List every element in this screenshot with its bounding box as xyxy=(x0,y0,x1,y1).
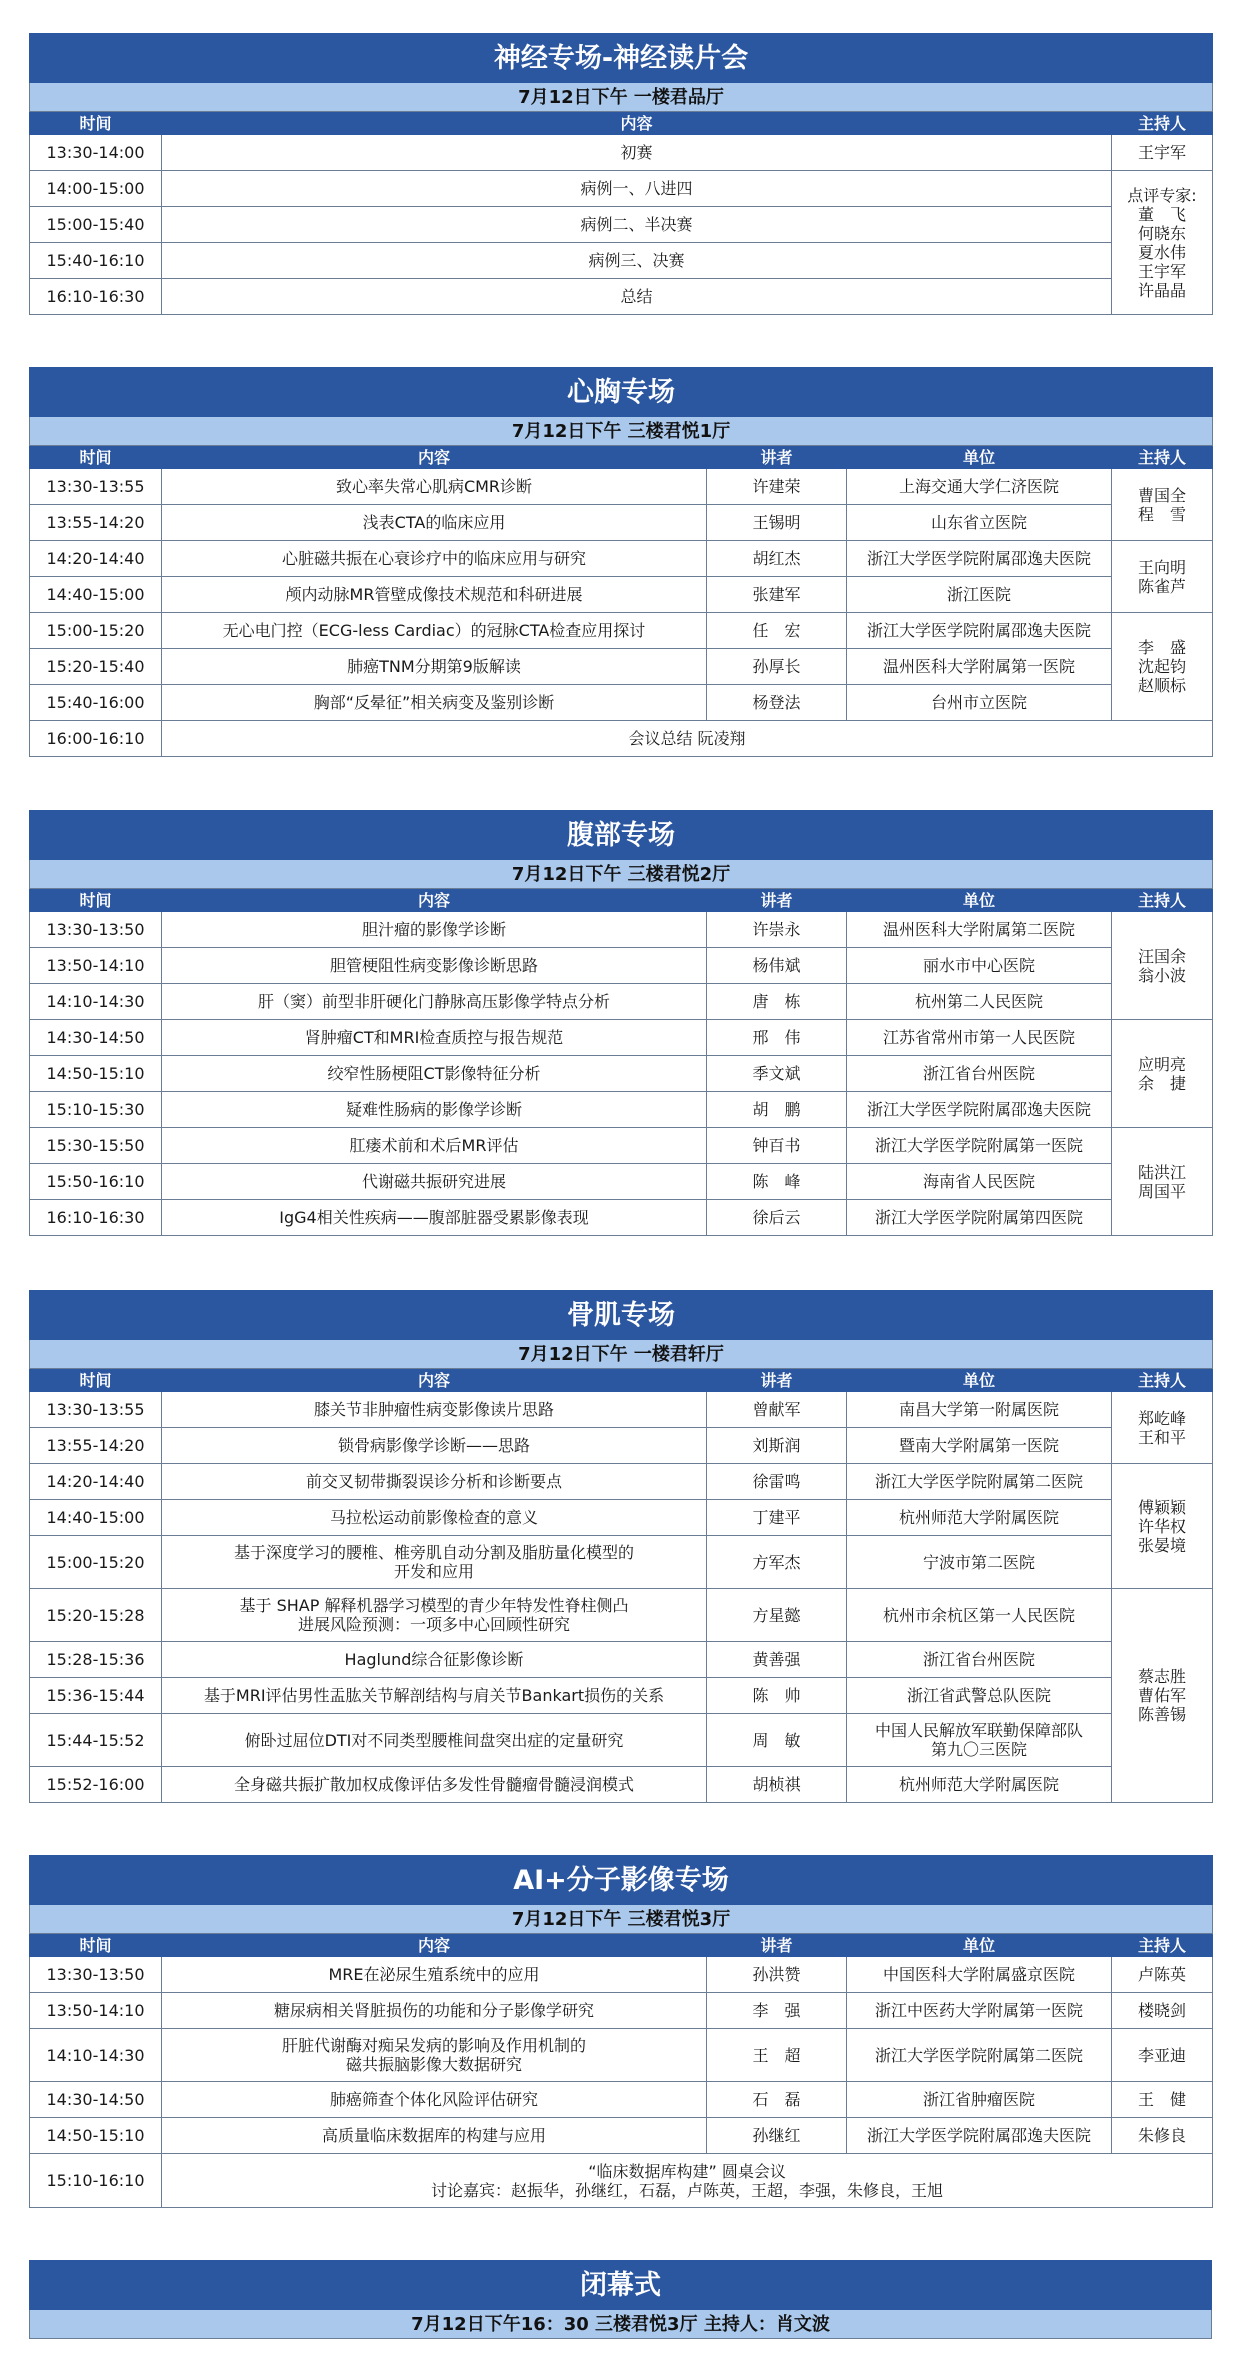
section-subtitle: 7月12日下午 三楼君悦2厅 xyxy=(30,860,1213,889)
content-cell: 肺癌TNM分期第9版解读 xyxy=(162,649,707,685)
unit-cell: 南昌大学第一附属医院 xyxy=(847,1392,1112,1428)
speaker-cell: 孙厚长 xyxy=(707,649,847,685)
content-cell: 疑难性肠病的影像学诊断 xyxy=(162,1092,707,1128)
time-cell: 13:55-14:20 xyxy=(30,1428,162,1464)
content-cell: 基于深度学习的腰椎、椎旁肌自动分割及脂肪量化模型的 开发和应用 xyxy=(162,1536,707,1589)
time-cell: 15:52-16:00 xyxy=(30,1767,162,1803)
host-cell: 应明亮 余 捷 xyxy=(1112,1020,1213,1128)
col-time: 时间 xyxy=(30,446,162,469)
unit-cell: 浙江大学医学院附属邵逸夫医院 xyxy=(847,1092,1112,1128)
speaker-cell: 石 磊 xyxy=(707,2082,847,2118)
section-title: AI+分子影像专场 xyxy=(30,1856,1213,1905)
table-row xyxy=(30,2082,1213,2118)
unit-cell: 浙江大学医学院附属第二医院 xyxy=(847,1464,1112,1500)
col-speaker: 讲者 xyxy=(707,1934,847,1957)
speaker-cell: 胡红杰 xyxy=(707,541,847,577)
time-cell: 15:00-15:20 xyxy=(30,1536,162,1589)
content-cell: 肝脏代谢酶对痴呆发病的影响及作用机制的 磁共振脑影像大数据研究 xyxy=(162,2029,707,2082)
content-cell: 肛瘘术前和术后MR评估 xyxy=(162,1128,707,1164)
time-cell: 14:30-14:50 xyxy=(30,2082,162,2118)
time-cell: 16:10-16:30 xyxy=(30,279,162,315)
col-speaker: 讲者 xyxy=(707,1369,847,1392)
host-cell: 蔡志胜 曹佑军 陈善锡 xyxy=(1112,1589,1213,1803)
unit-cell: 中国人民解放军联勤保障部队 第九〇三医院 xyxy=(847,1714,1112,1767)
content-cell: 高质量临床数据库的构建与应用 xyxy=(162,2118,707,2154)
speaker-cell: 许建荣 xyxy=(707,469,847,505)
unit-cell: 浙江省武警总队医院 xyxy=(847,1678,1112,1714)
table-row xyxy=(30,1536,1213,1589)
table-row xyxy=(30,135,1213,171)
speaker-cell: 孙洪赞 xyxy=(707,1957,847,1993)
time-cell: 15:20-15:28 xyxy=(30,1589,162,1642)
table-row xyxy=(30,207,1213,243)
col-content: 内容 xyxy=(162,446,707,469)
table-row xyxy=(30,1128,1213,1164)
table-row xyxy=(30,1993,1213,2029)
unit-cell: 浙江大学医学院附属邵逸夫医院 xyxy=(847,541,1112,577)
content-cell: 肝（窦）前型非肝硬化门静脉高压影像学特点分析 xyxy=(162,984,707,1020)
time-cell: 15:40-16:00 xyxy=(30,685,162,721)
content-cell: 病例三、决赛 xyxy=(162,243,1112,279)
col-speaker: 讲者 xyxy=(707,446,847,469)
content-cell: 无心电门控（ECG-less Cardiac）的冠脉CTA检查应用探讨 xyxy=(162,613,707,649)
speaker-cell: 黄善强 xyxy=(707,1642,847,1678)
time-cell: 15:28-15:36 xyxy=(30,1642,162,1678)
table-row xyxy=(30,1464,1213,1500)
col-content: 内容 xyxy=(162,889,707,912)
content-cell: 胸部“反晕征”相关病变及鉴别诊断 xyxy=(162,685,707,721)
roundtable-guests: 讨论嘉宾：赵振华，孙继红，石磊，卢陈英，王超，李强，朱修良，王旭 xyxy=(431,2180,944,2200)
section-title: 闭幕式 xyxy=(30,2261,1212,2310)
section-neuro xyxy=(29,33,1212,315)
speaker-cell: 许崇永 xyxy=(707,912,847,948)
speaker-cell: 胡 鹏 xyxy=(707,1092,847,1128)
host-cell: 傅颖颖 许华权 张晏境 xyxy=(1112,1464,1213,1589)
col-host: 主持人 xyxy=(1112,446,1213,469)
col-time: 时间 xyxy=(30,889,162,912)
unit-cell: 浙江大学医学院附属第四医院 xyxy=(847,1200,1112,1236)
col-host: 主持人 xyxy=(1112,1934,1213,1957)
table-row xyxy=(30,613,1213,649)
unit-cell: 江苏省常州市第一人民医院 xyxy=(847,1020,1112,1056)
content-cell: 代谢磁共振研究进展 xyxy=(162,1164,707,1200)
host-cell: 李亚迪 xyxy=(1112,2029,1213,2082)
speaker-cell: 张建军 xyxy=(707,577,847,613)
time-cell: 13:30-13:50 xyxy=(30,912,162,948)
host-cell: 李 盛 沈起钧 赵顺标 xyxy=(1112,613,1213,721)
content-cell: IgG4相关性疾病——腹部脏器受累影像表现 xyxy=(162,1200,707,1236)
content-cell: 浅表CTA的临床应用 xyxy=(162,505,707,541)
content-cell: 总结 xyxy=(162,279,1112,315)
table-row xyxy=(30,171,1213,207)
section-subtitle: 7月12日下午 三楼君悦3厅 xyxy=(30,1905,1213,1934)
unit-cell: 杭州第二人民医院 xyxy=(847,984,1112,1020)
unit-cell: 浙江中医药大学附属第一医院 xyxy=(847,1993,1112,2029)
speaker-cell: 陈 帅 xyxy=(707,1678,847,1714)
col-speaker: 讲者 xyxy=(707,889,847,912)
time-cell: 16:00-16:10 xyxy=(30,721,162,757)
unit-cell: 温州医科大学附属第一医院 xyxy=(847,649,1112,685)
content-cell: 胆汁瘤的影像学诊断 xyxy=(162,912,707,948)
closing-cell: 会议总结 阮凌翔 xyxy=(162,721,1213,757)
table-row xyxy=(30,1392,1213,1428)
col-host: 主持人 xyxy=(1112,889,1213,912)
time-cell: 15:36-15:44 xyxy=(30,1678,162,1714)
time-cell: 14:10-14:30 xyxy=(30,984,162,1020)
time-cell: 14:50-15:10 xyxy=(30,2118,162,2154)
col-content: 内容 xyxy=(162,1934,707,1957)
unit-cell: 杭州师范大学附属医院 xyxy=(847,1767,1112,1803)
section-ai-molecular xyxy=(29,1855,1212,2208)
time-cell: 13:50-14:10 xyxy=(30,1993,162,2029)
roundtable-title: “临床数据库构建” 圆桌会议 xyxy=(588,2161,786,2181)
table-row xyxy=(30,1589,1213,1642)
table-row xyxy=(30,505,1213,541)
content-cell: 病例一、八进四 xyxy=(162,171,1112,207)
speaker-cell: 曾献军 xyxy=(707,1392,847,1428)
section-title: 神经专场-神经读片会 xyxy=(30,34,1213,83)
section-title: 心胸专场 xyxy=(30,368,1213,417)
host-cell: 点评专家: 董 飞 何晓东 夏水伟 王宇军 许晶晶 xyxy=(1112,171,1213,315)
col-unit: 单位 xyxy=(847,1934,1112,1957)
speaker-cell: 钟百书 xyxy=(707,1128,847,1164)
unit-cell: 浙江大学医学院附属第一医院 xyxy=(847,1128,1112,1164)
time-cell: 16:10-16:30 xyxy=(30,1200,162,1236)
content-cell: 俯卧过屈位DTI对不同类型腰椎间盘突出症的定量研究 xyxy=(162,1714,707,1767)
roundtable-cell xyxy=(162,2154,1213,2208)
content-cell: 颅内动脉MR管壁成像技术规范和科研进展 xyxy=(162,577,707,613)
time-cell: 15:00-15:20 xyxy=(30,613,162,649)
speaker-cell: 方军杰 xyxy=(707,1536,847,1589)
table-row xyxy=(30,1767,1213,1803)
time-cell: 15:20-15:40 xyxy=(30,649,162,685)
content-cell: 膝关节非肿瘤性病变影像读片思路 xyxy=(162,1392,707,1428)
unit-cell: 浙江大学医学院附属第二医院 xyxy=(847,2029,1112,2082)
table-row xyxy=(30,1500,1213,1536)
table-row xyxy=(30,1714,1213,1767)
speaker-cell: 刘斯润 xyxy=(707,1428,847,1464)
section-subtitle: 7月12日下午16：30 三楼君悦3厅 主持人：肖文波 xyxy=(30,2310,1212,2339)
speaker-cell: 孙继红 xyxy=(707,2118,847,2154)
time-cell: 15:44-15:52 xyxy=(30,1714,162,1767)
table-row xyxy=(30,577,1213,613)
table-row xyxy=(30,984,1213,1020)
col-host: 主持人 xyxy=(1112,112,1213,135)
content-cell: 病例二、半决赛 xyxy=(162,207,1112,243)
unit-cell: 浙江大学医学院附属邵逸夫医院 xyxy=(847,613,1112,649)
time-cell: 13:30-13:55 xyxy=(30,1392,162,1428)
table-row xyxy=(30,279,1213,315)
unit-cell: 宁波市第二医院 xyxy=(847,1536,1112,1589)
host-cell: 楼晓剑 xyxy=(1112,1993,1213,2029)
speaker-cell: 陈 峰 xyxy=(707,1164,847,1200)
speaker-cell: 季文斌 xyxy=(707,1056,847,1092)
host-cell: 王 健 xyxy=(1112,2082,1213,2118)
table-row xyxy=(30,1428,1213,1464)
content-cell: 全身磁共振扩散加权成像评估多发性骨髓瘤骨髓浸润模式 xyxy=(162,1767,707,1803)
table-row xyxy=(30,1642,1213,1678)
table-row xyxy=(30,1092,1213,1128)
host-cell: 卢陈英 xyxy=(1112,1957,1213,1993)
table-row xyxy=(30,2029,1213,2082)
speaker-cell: 王 超 xyxy=(707,2029,847,2082)
host-cell: 汪国余 翁小波 xyxy=(1112,912,1213,1020)
unit-cell: 浙江省肿瘤医院 xyxy=(847,2082,1112,2118)
unit-cell: 杭州市余杭区第一人民医院 xyxy=(847,1589,1112,1642)
speaker-cell: 李 强 xyxy=(707,1993,847,2029)
col-unit: 单位 xyxy=(847,1369,1112,1392)
unit-cell: 台州市立医院 xyxy=(847,685,1112,721)
host-cell: 曹国全 程 雪 xyxy=(1112,469,1213,541)
content-cell: MRE在泌尿生殖系统中的应用 xyxy=(162,1957,707,1993)
table-row xyxy=(30,649,1213,685)
content-cell: 肾肿瘤CT和MRI检查质控与报告规范 xyxy=(162,1020,707,1056)
section-closing xyxy=(29,2260,1212,2339)
time-cell: 14:10-14:30 xyxy=(30,2029,162,2082)
speaker-cell: 徐后云 xyxy=(707,1200,847,1236)
speaker-cell: 杨登法 xyxy=(707,685,847,721)
speaker-cell: 周 敏 xyxy=(707,1714,847,1767)
speaker-cell: 邢 伟 xyxy=(707,1020,847,1056)
section-musculoskeletal xyxy=(29,1290,1212,1803)
section-cardiothoracic xyxy=(29,367,1212,757)
time-cell: 15:10-15:30 xyxy=(30,1092,162,1128)
table-row xyxy=(30,243,1213,279)
col-content: 内容 xyxy=(162,1369,707,1392)
content-cell: 锁骨病影像学诊断——思路 xyxy=(162,1428,707,1464)
table-row xyxy=(30,912,1213,948)
col-host: 主持人 xyxy=(1112,1369,1213,1392)
col-time: 时间 xyxy=(30,1369,162,1392)
section-subtitle: 7月12日下午 一楼君品厅 xyxy=(30,83,1213,112)
table-row xyxy=(30,1164,1213,1200)
unit-cell: 杭州师范大学附属医院 xyxy=(847,1500,1112,1536)
host-cell: 王宇军 xyxy=(1112,135,1213,171)
table-row xyxy=(30,685,1213,721)
time-cell: 14:30-14:50 xyxy=(30,1020,162,1056)
table-row xyxy=(30,721,1213,757)
col-time: 时间 xyxy=(30,112,162,135)
time-cell: 15:50-16:10 xyxy=(30,1164,162,1200)
time-cell: 15:10-16:10 xyxy=(30,2154,162,2208)
col-content: 内容 xyxy=(162,112,1112,135)
time-cell: 13:30-13:50 xyxy=(30,1957,162,1993)
table-row xyxy=(30,2154,1213,2208)
unit-cell: 上海交通大学仁济医院 xyxy=(847,469,1112,505)
time-cell: 15:40-16:10 xyxy=(30,243,162,279)
speaker-cell: 王锡明 xyxy=(707,505,847,541)
time-cell: 13:55-14:20 xyxy=(30,505,162,541)
section-title: 腹部专场 xyxy=(30,811,1213,860)
speaker-cell: 任 宏 xyxy=(707,613,847,649)
speaker-cell: 丁建平 xyxy=(707,1500,847,1536)
content-cell: 基于MRI评估男性盂肱关节解剖结构与肩关节Bankart损伤的关系 xyxy=(162,1678,707,1714)
table-row xyxy=(30,2118,1213,2154)
unit-cell: 浙江省台州医院 xyxy=(847,1642,1112,1678)
time-cell: 13:50-14:10 xyxy=(30,948,162,984)
content-cell: 前交叉韧带撕裂误诊分析和诊断要点 xyxy=(162,1464,707,1500)
time-cell: 15:30-15:50 xyxy=(30,1128,162,1164)
unit-cell: 暨南大学附属第一医院 xyxy=(847,1428,1112,1464)
section-abdominal xyxy=(29,810,1212,1236)
unit-cell: 浙江大学医学院附属邵逸夫医院 xyxy=(847,2118,1112,2154)
content-cell: 基于 SHAP 解释机器学习模型的青少年特发性脊柱侧凸 进展风险预测：一项多中心回顾性研究 xyxy=(162,1589,707,1642)
table-row xyxy=(30,948,1213,984)
section-title: 骨肌专场 xyxy=(30,1291,1213,1340)
content-cell: Haglund综合征影像诊断 xyxy=(162,1642,707,1678)
table-row xyxy=(30,1957,1213,1993)
content-cell: 糖尿病相关肾脏损伤的功能和分子影像学研究 xyxy=(162,1993,707,2029)
table-row xyxy=(30,1200,1213,1236)
host-cell: 王向明 陈雀芦 xyxy=(1112,541,1213,613)
speaker-cell: 胡桢祺 xyxy=(707,1767,847,1803)
time-cell: 13:30-14:00 xyxy=(30,135,162,171)
speaker-cell: 唐 栋 xyxy=(707,984,847,1020)
content-cell: 胆管梗阻性病变影像诊断思路 xyxy=(162,948,707,984)
unit-cell: 温州医科大学附属第二医院 xyxy=(847,912,1112,948)
content-cell: 致心率失常心肌病CMR诊断 xyxy=(162,469,707,505)
time-cell: 14:20-14:40 xyxy=(30,1464,162,1500)
table-row xyxy=(30,469,1213,505)
content-cell: 初赛 xyxy=(162,135,1112,171)
unit-cell: 中国医科大学附属盛京医院 xyxy=(847,1957,1112,1993)
host-cell: 郑屹峰 王和平 xyxy=(1112,1392,1213,1464)
content-cell: 绞窄性肠梗阻CT影像特征分析 xyxy=(162,1056,707,1092)
unit-cell: 海南省人民医院 xyxy=(847,1164,1112,1200)
section-subtitle: 7月12日下午 一楼君轩厅 xyxy=(30,1340,1213,1369)
table-row xyxy=(30,541,1213,577)
section-subtitle: 7月12日下午 三楼君悦1厅 xyxy=(30,417,1213,446)
host-cell: 朱修良 xyxy=(1112,2118,1213,2154)
time-cell: 14:50-15:10 xyxy=(30,1056,162,1092)
col-unit: 单位 xyxy=(847,889,1112,912)
speaker-cell: 徐雷鸣 xyxy=(707,1464,847,1500)
unit-cell: 浙江医院 xyxy=(847,577,1112,613)
unit-cell: 丽水市中心医院 xyxy=(847,948,1112,984)
table-row xyxy=(30,1020,1213,1056)
time-cell: 13:30-13:55 xyxy=(30,469,162,505)
col-unit: 单位 xyxy=(847,446,1112,469)
content-cell: 心脏磁共振在心衰诊疗中的临床应用与研究 xyxy=(162,541,707,577)
content-cell: 马拉松运动前影像检查的意义 xyxy=(162,1500,707,1536)
time-cell: 14:40-15:00 xyxy=(30,1500,162,1536)
col-time: 时间 xyxy=(30,1934,162,1957)
table-row xyxy=(30,1678,1213,1714)
time-cell: 14:00-15:00 xyxy=(30,171,162,207)
host-cell: 陆洪江 周国平 xyxy=(1112,1128,1213,1236)
time-cell: 14:40-15:00 xyxy=(30,577,162,613)
content-cell: 肺癌筛查个体化风险评估研究 xyxy=(162,2082,707,2118)
time-cell: 15:00-15:40 xyxy=(30,207,162,243)
unit-cell: 山东省立医院 xyxy=(847,505,1112,541)
time-cell: 14:20-14:40 xyxy=(30,541,162,577)
unit-cell: 浙江省台州医院 xyxy=(847,1056,1112,1092)
speaker-cell: 杨伟斌 xyxy=(707,948,847,984)
table-row xyxy=(30,1056,1213,1092)
speaker-cell: 方星懿 xyxy=(707,1589,847,1642)
